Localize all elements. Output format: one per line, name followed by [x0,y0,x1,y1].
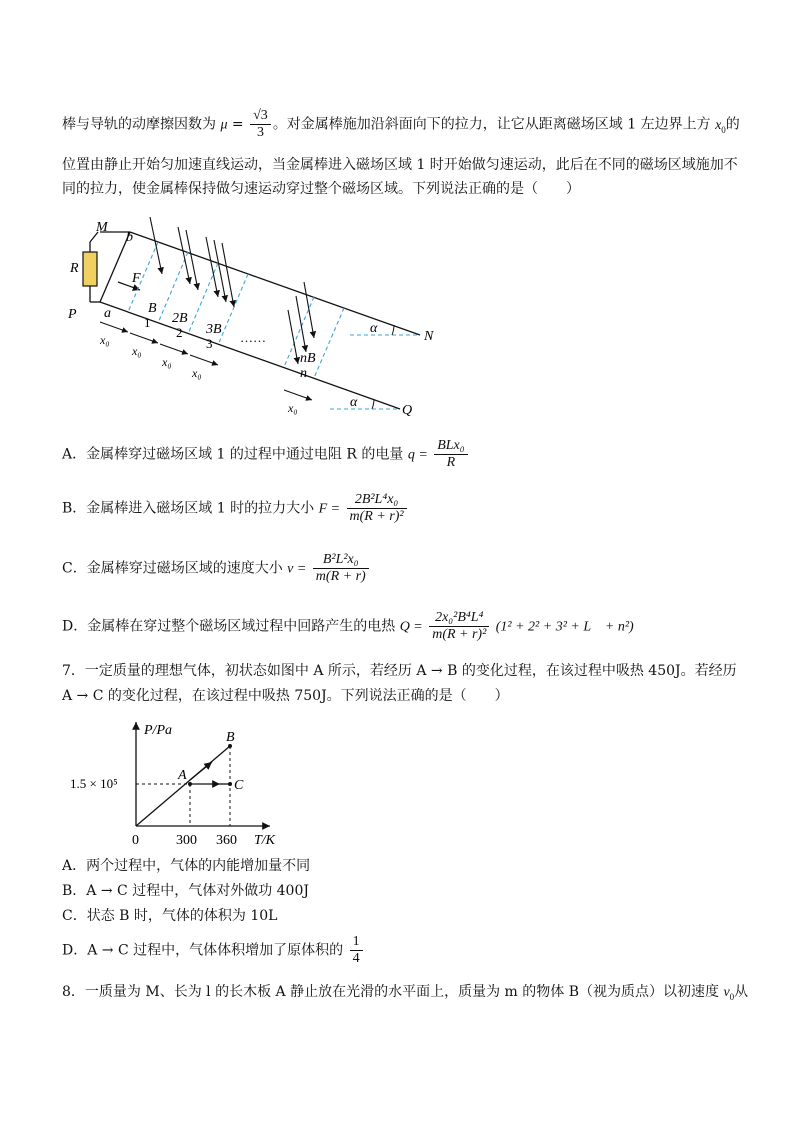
label-region-3: 3 [206,336,213,351]
label-C: C [234,778,244,793]
label-x0-2: x₀ [132,344,142,358]
q6-line-1: 棒与导轨的动摩擦因数为 μ = $\frac{√3}{3}$ 。对金属棒施加沿斜面向下的拉力，让它从距离磁场区域 1 左边界上方 $x_0$的 [62,108,740,140]
label-B1: B [148,301,157,316]
q6-option-B: B．金属棒进入磁场区域 1 时的拉力大小 F = $\frac{\text{2B²L⁴x₀}}{\text{m(R + r)²}}$ [62,492,409,525]
label-alpha-1: α [370,321,378,336]
q7-option-D: D．A → C 过程中，气体体积增加了原体积的 $\frac{1}{4}$ [62,934,365,967]
field-arrows [150,217,314,364]
label-n: n [300,366,307,381]
label-B2: 2B [172,311,188,326]
label-a: a [104,306,111,321]
x-tick-360: 360 [216,833,237,848]
arrow-A-to-B [190,762,212,780]
q8-line-1: 8．一质量为 M、长为 l 的长木板 A 静止放在光滑的水平面上，质量为 m 的物体 B（视为质点）以初速度 $v_0$从 [62,984,749,1002]
label-nB: nB [300,351,316,366]
pressure-temperature-graph [70,716,300,856]
q7-option-B: B．A → C 过程中，气体对外做功 400J [62,883,309,899]
line-OB [136,746,230,826]
q7-option-A: A．两个过程中，气体的内能增加量不同 [62,858,311,874]
label-B: B [226,730,235,745]
label-x0-3: x₀ [162,355,172,369]
label-region-2: 2 [176,325,183,340]
label-M: M [96,220,108,235]
point-A [188,782,192,786]
point-C [228,782,232,786]
label-b: b [126,230,133,245]
q6-option-D: D．金属棒在穿过整个磁场区域过程中回路产生的电热 Q = $\frac{\text{2x₀²B⁴L⁴}}{\text{m(R + r)²}}$ (1² + 2² + 3² + L + n²) [62,610,634,642]
label-x0-1: x₀ [100,333,110,347]
label-x0-5: x₀ [288,401,298,415]
label-Q: Q [402,403,413,418]
q7-line-2: A → C 的变化过程，在该过程中吸热 750J。下列说法正确的是（ ） [62,688,509,704]
q7-option-C: C．状态 B 时，气体的体积为 10L [62,908,278,924]
label-R: R [70,261,79,276]
label-x0-4: x₀ [192,366,202,380]
label-A: A [178,768,187,783]
q6-line-3: 同的拉力，使金属棒保持做匀速运动穿过整个磁场区域。下列说法正确的是（ ） [62,181,580,197]
origin-label: 0 [132,833,139,848]
y-axis-label: P/Pa [144,723,172,738]
x-axis-label: T/K [254,833,276,848]
label-F: F [132,271,141,286]
label-P: P [68,307,77,322]
q6-option-A: A．金属棒穿过磁场区域 1 的过程中通过电阻 R 的电量 q = $\frac{\text{BLx₀}}{R}$ [62,438,470,471]
mu-fraction: $\frac{√3}{3}$ [250,108,271,141]
resistor-R [83,252,97,286]
q6-line-2: 位置由静止开始匀加速直线运动，当金属棒进入磁场区域 1 时开始做匀速运动，此后在不同的磁场区域施加不 [62,157,738,173]
x-tick-300: 300 [176,833,197,848]
label-dots: …… [240,330,266,345]
magnetic-field-rails-diagram [60,212,440,427]
label-region-1: 1 [144,315,151,330]
y-tick-label: 1.5 × 10⁵ [70,776,118,791]
q6-option-C: C．金属棒穿过磁场区域的速度大小 v = $\frac{\text{B²L²x₀}}{m(R + r)}$ [62,552,371,585]
label-N: N [424,329,434,344]
label-B3: 3B [206,322,222,337]
q7-line-1: 7．一定质量的理想气体，初状态如图中 A 所示，若经历 A → B 的变化过程，在该过程中吸热 450J。若经历 [62,663,737,679]
label-alpha-2: α [350,395,358,410]
